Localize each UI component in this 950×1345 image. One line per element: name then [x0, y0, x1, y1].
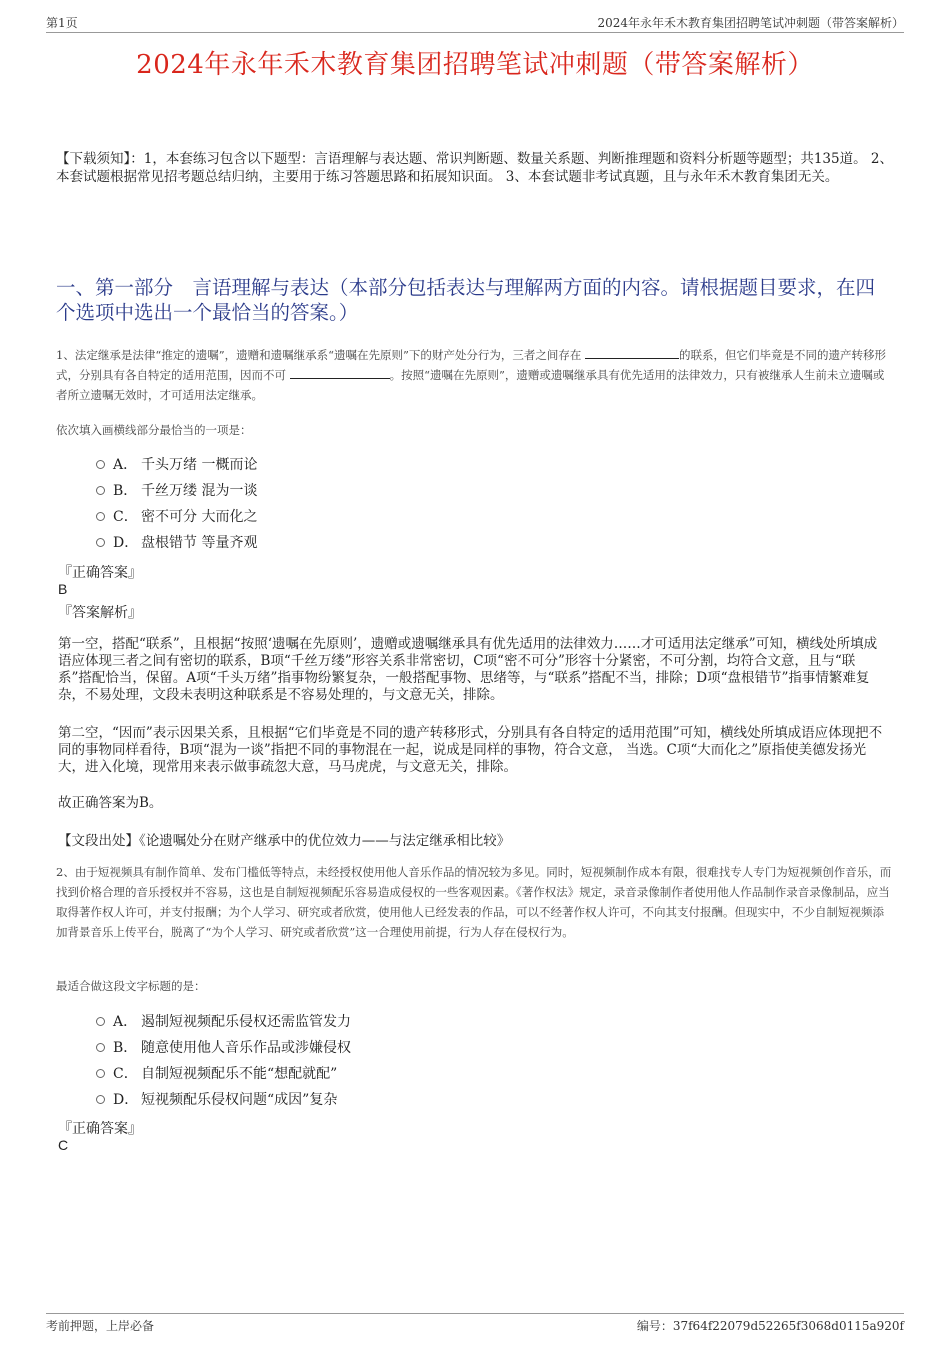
option-a[interactable] [96, 1009, 351, 1035]
analysis-paragraph-1: 第一空，搭配“联系”，且根据“按照‘遗嘱在先原则’，遗赠或遗嘱继承具有优先适用的法律效力……才可适用法定继承”可知，横线处所填成语应体现三者之间有密切的联系，B项“千丝万缕”形容关系非常密切，C项“密不可分”形容十分紧密，不可分割，均符合文意，且与“联系”搭配恰当，保留。A项“千头万绪”指事物纷繁复杂，一般搭配事物、思绪等，与“联系”搭配不当，排除；D项“盘根错节”指事情繁难复杂，不易处理，文段未表明这种联系是不容易处理的，与文意无关，排除。 [58, 636, 878, 703]
option-a[interactable] [96, 452, 257, 478]
section-heading: 一、第一部分 言语理解与表达（本部分包括表达与理解两方面的内容。请根据题目要求，在四个选项中选出一个最恰当的答案。） [56, 276, 876, 324]
header-doc-title: 2024年永年禾木教育集团招聘笔试冲刺题（带答案解析） [597, 16, 904, 30]
option-b[interactable] [96, 478, 257, 504]
passage-source: 【文段出处】《论遗嘱处分在财产继承中的优位效力——与法定继承相比较》 [58, 833, 511, 849]
question-1-text-b: 的联系，但它们毕竟是不同的遗产转移形式，分别具有各自特定的适用范围，因而不可 [56, 348, 886, 382]
download-notice: 【下载须知】：1，本套练习包含以下题型：言语理解与表达题、常识判断题、数量关系题、判断推理题和资料分析题等题型；共135道。 2、本套试题根据常见招考题总结归纳，主要用于练习答题思路和拓展知识面。 3、本套试题非考试真题，且与永年禾木教育集团无关。 [56, 151, 893, 185]
option-letter: D． [113, 1092, 139, 1108]
option-letter: B． [113, 1040, 138, 1056]
page-footer [46, 1313, 904, 1332]
option-b[interactable] [96, 1035, 351, 1061]
question-1-text-a: 1、法定继承是法律“推定的遗嘱”，遗赠和遗嘱继承系“遗嘱在先原则”下的财产处分行为，三者之间存在 [56, 348, 582, 362]
fill-blank-1 [585, 347, 679, 359]
option-letter: A． [113, 457, 138, 473]
footer-serial: 编号：37f64f22079d52265f3068d0115a920f [636, 1319, 904, 1333]
option-text: 密不可分 大而化之 [141, 509, 258, 525]
answer-label: 『正确答案』 [58, 1121, 142, 1137]
option-d[interactable] [96, 530, 257, 556]
document-title: 2024年永年禾木教育集团招聘笔试冲刺题（带答案解析） [136, 50, 814, 80]
option-letter: A． [113, 1014, 138, 1030]
radio-icon[interactable] [96, 460, 105, 469]
option-c[interactable] [96, 1061, 351, 1087]
fill-blank-2 [290, 367, 390, 379]
footer-slogan: 考前押题，上岸必备 [46, 1319, 155, 1333]
radio-icon[interactable] [96, 486, 105, 495]
option-text: 短视频配乐侵权问题“成因”复杂 [141, 1092, 338, 1108]
analysis-conclusion: 故正确答案为B。 [58, 795, 163, 811]
question-2-prompt: 最适合做这段文字标题的是： [56, 979, 206, 993]
question-1-options [96, 452, 257, 556]
question-1-text-c: 。按照“遗嘱在先原则”，遗赠或遗嘱继承具有优先适用的法律效力，只有被继承人生前未立遗嘱或者所立遗嘱无效时，才可适用法定继承。 [56, 368, 885, 402]
radio-icon[interactable] [96, 1017, 105, 1026]
option-d[interactable] [96, 1087, 351, 1113]
option-letter: D． [113, 535, 139, 551]
correct-answer: B [58, 581, 68, 597]
option-text: 千丝万缕 混为一谈 [141, 483, 258, 499]
page-number: 第1页 [46, 16, 78, 30]
correct-answer: C [58, 1137, 69, 1153]
question-2-options [96, 1009, 351, 1113]
analysis-paragraph-2: 第二空，“因而”表示因果关系，且根据“它们毕竟是不同的遗产转移形式，分别具有各自特定的适用范围”可知，横线处所填成语应体现把不同的事物同样看待，B项“混为一谈”指把不同的事物混在一起，说成是同样的事物，符合文意， 当选。C项“大而化之”原指使美德发扬光大，进入化境，现常用来表示做事疏忽大意，马马虎虎，与文意无关，排除。 [58, 725, 883, 775]
answer-label: 『正确答案』 [58, 565, 142, 581]
question-1-prompt: 依次填入画横线部分最恰当的一项是： [56, 423, 252, 437]
page-header [46, 14, 904, 33]
question-2-text: 2、由于短视频具有制作简单、发布门槛低等特点，未经授权使用他人音乐作品的情况较为多见。同时，短视频制作成本有限，很难找专人专门为短视频创作音乐，而找到价格合理的音乐授权并不容易，这也是自制短视频配乐容易造成侵权的一些客观因素。《著作权法》规定，录音录像制作者使用他人作品制作录音录像制品，应当取得著作权人许可，并支付报酬；为个人学习、研究或者欣赏，使用他人已经发表的作品，可以不经著作权人许可，不向其支付报酬。但现实中，不少自制短视频添加背景音乐上传平台，脱离了“为个人学习、研究或者欣赏”这一合理使用前提，行为人存在侵权行为。 [56, 865, 892, 939]
option-text: 遏制短视频配乐侵权还需监管发力 [141, 1014, 351, 1030]
option-text: 千头万绪 一概而论 [141, 457, 258, 473]
radio-icon[interactable] [96, 1043, 105, 1052]
radio-icon[interactable] [96, 538, 105, 547]
radio-icon[interactable] [96, 1095, 105, 1104]
analysis-label: 『答案解析』 [58, 605, 142, 621]
option-text: 自制短视频配乐不能“想配就配” [141, 1066, 338, 1082]
question-1-text [56, 345, 894, 405]
option-letter: B． [113, 483, 138, 499]
option-text: 随意使用他人音乐作品或涉嫌侵权 [141, 1040, 351, 1056]
option-c[interactable] [96, 504, 257, 530]
radio-icon[interactable] [96, 512, 105, 521]
option-letter: C． [113, 509, 138, 525]
radio-icon[interactable] [96, 1069, 105, 1078]
option-letter: C． [113, 1066, 138, 1082]
option-text: 盘根错节 等量齐观 [141, 535, 258, 551]
